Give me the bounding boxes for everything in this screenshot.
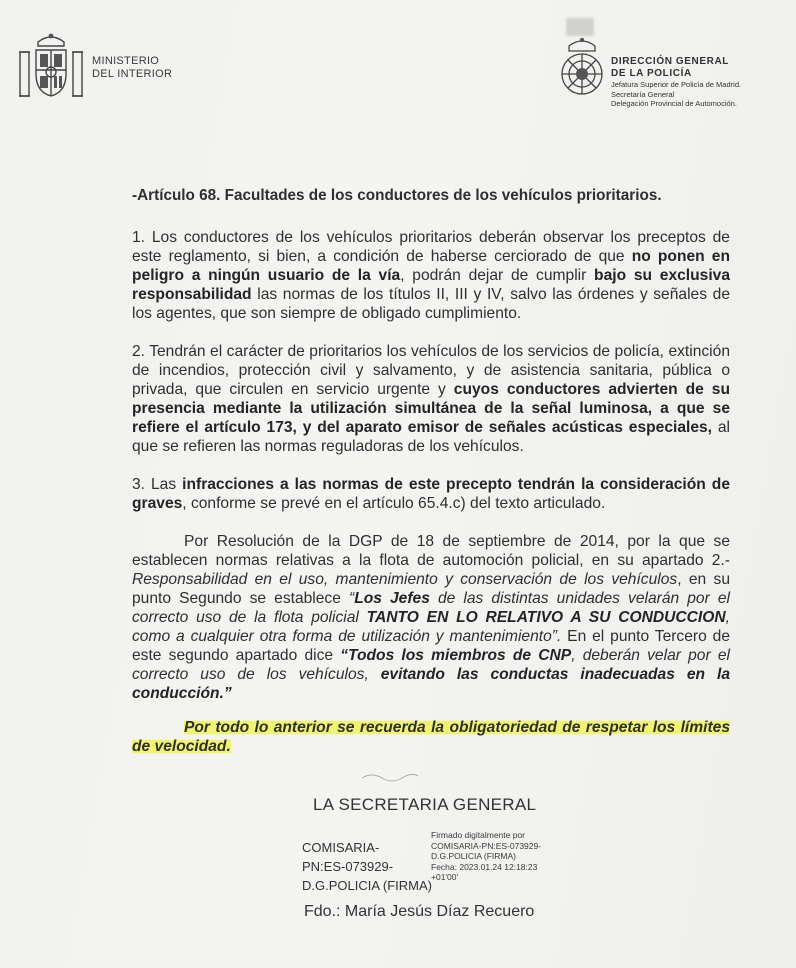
text-run: , en su punto Segundo se establece xyxy=(132,571,730,607)
paragraph-3 xyxy=(132,475,730,513)
dgp-heading xyxy=(611,56,741,109)
bold-italic-run: TANTO EN LO RELATIVO A SU CONDUCCION xyxy=(366,609,726,626)
resolution-paragraph xyxy=(132,532,730,703)
text-run: 3. Las xyxy=(132,476,183,493)
text-run: , conforme se prevé en el artículo 65.4.c) del texto articulado. xyxy=(182,495,606,512)
text-run: , podrán dejar de cumplir xyxy=(400,267,595,284)
bold-italic-run: evitando las conductas inadecuadas en la conducción.” xyxy=(132,666,730,702)
text-run: Por Resolución de la DGP de 18 de septiembre de 2014, por la que se establecen normas relativas a la flota de automoción policial, en su apartado 2.- xyxy=(132,533,730,569)
document-body xyxy=(132,186,730,756)
ministry-name xyxy=(92,55,172,81)
dgp-sub-line: Secretaría General xyxy=(611,89,675,99)
bold-run: no ponen en peligro a ningún usuario de la vía xyxy=(132,248,730,284)
italic-run: , deberán velar por el correcto uso de los vehículos, xyxy=(132,647,730,683)
redacted-area xyxy=(566,18,594,36)
bold-run: infracciones a las normas de este precepto tendrán la consideración de graves xyxy=(132,476,730,512)
stamp-line: COMISARIA-PN:ES-073929- xyxy=(431,840,542,851)
italic-run: Responsabilidad en el uso, mantenimiento y conservación de los vehículos xyxy=(132,571,678,588)
stamp-line: D.G.POLICIA (FIRMA) xyxy=(431,851,517,861)
signature-title: LA SECRETARIA GENERAL xyxy=(313,795,537,814)
conclusion-paragraph xyxy=(132,718,730,756)
text-run: las normas de los títulos II, III y IV, salvo las órdenes y señales de los agentes, que son siempre de obligado cumplimiento. xyxy=(132,286,730,322)
italic-run: de las distintas unidades velarán por el correcto uso de la flota policial xyxy=(132,590,730,626)
paragraph-1 xyxy=(132,228,730,323)
police-emblem-icon xyxy=(557,36,607,98)
spain-coat-of-arms-icon xyxy=(18,30,84,102)
highlighted-conclusion: Por todo lo anterior se recuerda la obligatoriedad de respetar los límites de velocidad. xyxy=(132,719,730,755)
signer-line: PN:ES-073929- xyxy=(302,859,394,874)
article-title: -Artículo 68. Facultades de los conductores de los vehículos prioritarios. xyxy=(132,187,662,204)
dgp-title-line: DE LA POLICÍA xyxy=(611,68,692,79)
signer-line: COMISARIA- xyxy=(302,840,380,855)
text-run: 1. Los conductores de los vehículos prioritarios deberán observar los preceptos de este reglamento, si bien, a condición de haberse cerciorado de que xyxy=(132,229,730,265)
stamp-line: +01'00' xyxy=(431,872,459,882)
signed-by: Fdo.: María Jesús Díaz Recuero xyxy=(304,903,535,920)
ministry-line: DEL INTERIOR xyxy=(92,68,173,80)
bold-run: bajo su exclusiva responsabilidad xyxy=(132,267,730,303)
stamp-line: Fecha: 2023.01.24 12:18:23 xyxy=(431,861,538,872)
italic-run: “ xyxy=(348,590,355,607)
bold-italic-run: “Todos los miembros de CNP xyxy=(340,647,572,664)
ministry-line: MINISTERIO xyxy=(92,55,160,67)
paragraph-2 xyxy=(132,342,730,456)
bold-italic-run: Los Jefes xyxy=(354,590,430,607)
signer-line: D.G.POLICIA (FIRMA) xyxy=(302,878,433,893)
pen-mark-icon xyxy=(360,770,420,784)
italic-run: , como a cualquier otra forma de utilización y mantenimiento”. xyxy=(132,609,730,645)
dgp-sub-line: Jefatura Superior de Policía de Madrid. xyxy=(611,80,742,89)
bold-run: cuyos conductores advierten de su presencia mediante la utilización simultánea de la señal luminosa, a que se refiere el artículo 173, y del aparato emisor de señales acústicas especiales, xyxy=(132,381,730,436)
stamp-line: Firmado digitalmente por xyxy=(431,830,526,840)
dgp-sub-line: Delegación Provincial de Automoción. xyxy=(611,99,737,108)
signer-name xyxy=(302,838,432,895)
text-run: En el punto Tercero de este segundo apartado dice xyxy=(132,628,730,664)
text-run: al que se refieren las normas reguladoras de los vehículos. xyxy=(132,419,730,455)
digital-signature-stamp xyxy=(431,830,541,883)
dgp-title-line: DIRECCIÓN GENERAL xyxy=(611,56,729,67)
text-run: 2. Tendrán el carácter de prioritarios los vehículos de los servicios de policía, extinción de incendios, protección civil y salvamento, y de asistencia sanitaria, pública o privada, que circulen en servicio urgente y xyxy=(132,343,730,398)
